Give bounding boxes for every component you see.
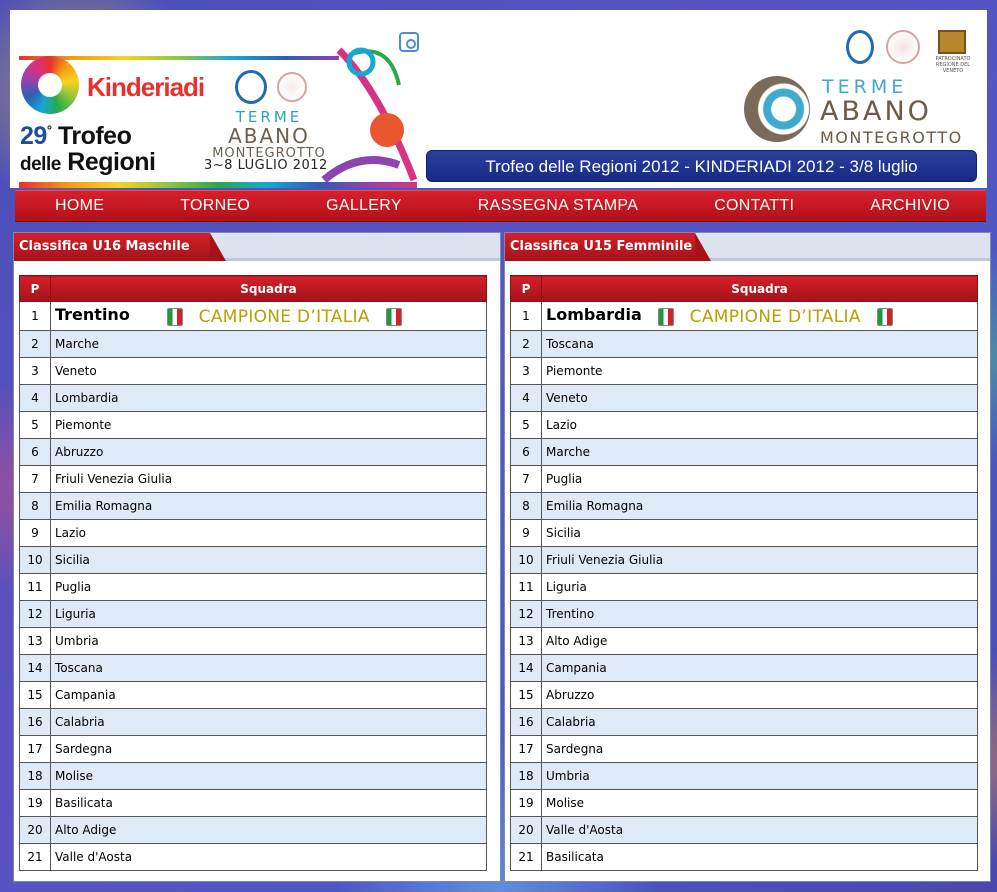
page	[10, 10, 987, 882]
table-row	[20, 412, 487, 439]
table-row	[20, 709, 487, 736]
table-row	[20, 736, 487, 763]
team-cell: Calabria	[51, 709, 487, 736]
table-row	[20, 466, 487, 493]
logo-terme-small: TERME ABANO MONTEGROTTO	[212, 108, 326, 161]
position-cell: 11	[511, 574, 542, 601]
team-cell: Marche	[542, 439, 978, 466]
team-cell: Molise	[542, 790, 978, 817]
position-cell: 7	[20, 466, 51, 493]
position-cell: 5	[511, 412, 542, 439]
table-row	[20, 601, 487, 628]
regione-caption: PATROCINATO REGIONE DEL VENETO	[935, 56, 971, 74]
spiral-icon	[744, 76, 810, 142]
team-cell: Veneto	[51, 358, 487, 385]
table-row	[20, 439, 487, 466]
column-header-team: Squadra	[51, 276, 487, 302]
logo-edition: 29° Trofeo	[20, 122, 132, 150]
table-header-row	[511, 276, 978, 302]
table-row	[20, 574, 487, 601]
table-row	[511, 763, 978, 790]
federation-logo-icon	[846, 30, 874, 64]
federation-badge-icon	[235, 70, 267, 104]
table-row	[511, 547, 978, 574]
champion-label: CAMPIONE D’ITALIA	[689, 306, 861, 327]
position-cell: 10	[511, 547, 542, 574]
team-cell: Sardegna	[51, 736, 487, 763]
champion-team: Trentino	[55, 305, 130, 325]
position-cell: 13	[20, 628, 51, 655]
table-row	[511, 385, 978, 412]
position-cell: 1	[511, 302, 542, 331]
table-row	[20, 817, 487, 844]
position-cell: 13	[511, 628, 542, 655]
champion-row	[511, 302, 978, 331]
table-row	[20, 790, 487, 817]
team-cell: Campania	[542, 655, 978, 682]
table-row	[511, 682, 978, 709]
team-cell: Friuli Venezia Giulia	[542, 547, 978, 574]
table-row	[20, 520, 487, 547]
position-cell: 1	[20, 302, 51, 331]
team-cell: Umbria	[51, 628, 487, 655]
team-cell: Lazio	[51, 520, 487, 547]
nav-contatti[interactable]: CONTATTI	[714, 197, 795, 214]
table-row	[511, 439, 978, 466]
team-cell: Abruzzo	[51, 439, 487, 466]
table-row	[511, 844, 978, 871]
table-row	[20, 628, 487, 655]
site-header	[10, 10, 987, 188]
position-cell: 16	[511, 709, 542, 736]
table-row	[20, 331, 487, 358]
team-cell: Calabria	[542, 709, 978, 736]
position-cell: 20	[20, 817, 51, 844]
team-cell: Valle d'Aosta	[542, 817, 978, 844]
position-cell: 6	[20, 439, 51, 466]
position-cell: 3	[511, 358, 542, 385]
position-cell: 12	[511, 601, 542, 628]
nav-archivio[interactable]: ARCHIVIO	[870, 197, 950, 214]
champion-cell	[51, 302, 487, 331]
table-row	[20, 844, 487, 871]
montegrotto-word: MONTEGROTTO	[820, 128, 963, 147]
nav-rassegna-stampa[interactable]: RASSEGNA STAMPA	[477, 197, 639, 214]
position-cell: 9	[20, 520, 51, 547]
table-row	[511, 574, 978, 601]
standings-panel-u15-female	[504, 232, 991, 882]
logo-brand: Kinderiadi	[87, 72, 205, 102]
expand-icon[interactable]	[399, 32, 419, 52]
team-cell: Toscana	[51, 655, 487, 682]
table-row	[20, 763, 487, 790]
table-row	[20, 547, 487, 574]
panel-tabbar	[505, 233, 990, 261]
volley-badge-icon	[277, 72, 307, 102]
volley-logo-icon	[886, 30, 920, 64]
position-cell: 17	[511, 736, 542, 763]
italian-flag-icon	[386, 308, 402, 326]
team-cell: Emilia Romagna	[542, 493, 978, 520]
tab-u15-femminile[interactable]: Classifica U15 Femminile	[505, 233, 695, 261]
table-row	[20, 493, 487, 520]
team-cell: Alto Adige	[51, 817, 487, 844]
table-row	[511, 736, 978, 763]
column-header-position: P	[20, 276, 51, 302]
position-cell: 5	[20, 412, 51, 439]
table-row	[511, 466, 978, 493]
position-cell: 12	[20, 601, 51, 628]
team-cell: Sardegna	[542, 736, 978, 763]
team-cell: Basilicata	[542, 844, 978, 871]
table-row	[511, 817, 978, 844]
position-cell: 10	[20, 547, 51, 574]
team-cell: Liguria	[542, 574, 978, 601]
standings-panel-u16-male	[13, 232, 501, 882]
terme-word: TERME	[822, 76, 908, 98]
table-header-row	[20, 276, 487, 302]
nav-home[interactable]: HOME	[55, 197, 105, 214]
table-row	[20, 655, 487, 682]
position-cell: 15	[20, 682, 51, 709]
table-row	[511, 628, 978, 655]
team-cell: Molise	[51, 763, 487, 790]
flower-icon	[21, 56, 79, 114]
table-row	[511, 709, 978, 736]
standings-table-u16	[19, 275, 487, 871]
table-row	[511, 412, 978, 439]
position-cell: 4	[511, 385, 542, 412]
kinderiadi-logo[interactable]	[19, 22, 419, 182]
italian-flag-icon	[167, 308, 183, 326]
team-cell: Friuli Venezia Giulia	[51, 466, 487, 493]
team-cell: Sicilia	[51, 547, 487, 574]
player-swoosh-icon	[319, 30, 429, 190]
team-cell: Lazio	[542, 412, 978, 439]
position-cell: 21	[511, 844, 542, 871]
column-header-position: P	[511, 276, 542, 302]
table-row	[20, 385, 487, 412]
position-cell: 15	[511, 682, 542, 709]
position-cell: 18	[20, 763, 51, 790]
team-cell: Trentino	[542, 601, 978, 628]
position-cell: 2	[511, 331, 542, 358]
nav-gallery[interactable]: GALLERY	[326, 197, 402, 214]
team-cell: Piemonte	[542, 358, 978, 385]
panel-tabbar	[14, 233, 500, 261]
rainbow-stripe-top	[19, 56, 339, 60]
champion-cell	[542, 302, 978, 331]
position-cell: 6	[511, 439, 542, 466]
position-cell: 8	[511, 493, 542, 520]
team-cell: Emilia Romagna	[51, 493, 487, 520]
position-cell: 2	[20, 331, 51, 358]
team-cell: Campania	[51, 682, 487, 709]
position-cell: 3	[20, 358, 51, 385]
position-cell: 14	[511, 655, 542, 682]
position-cell: 18	[511, 763, 542, 790]
position-cell: 21	[20, 844, 51, 871]
column-header-team: Squadra	[542, 276, 978, 302]
team-cell: Toscana	[542, 331, 978, 358]
table-row	[511, 493, 978, 520]
position-cell: 9	[511, 520, 542, 547]
table-row	[20, 682, 487, 709]
table-row	[511, 358, 978, 385]
position-cell: 16	[20, 709, 51, 736]
position-cell: 17	[20, 736, 51, 763]
team-cell: Puglia	[542, 466, 978, 493]
logo-regioni: delle Regioni	[20, 148, 156, 176]
team-cell: Abruzzo	[542, 682, 978, 709]
team-cell: Valle d'Aosta	[51, 844, 487, 871]
position-cell: 7	[511, 466, 542, 493]
position-cell: 14	[20, 655, 51, 682]
table-row	[511, 331, 978, 358]
position-cell: 20	[511, 817, 542, 844]
tab-u16-maschile[interactable]: Classifica U16 Maschile	[14, 233, 210, 261]
sponsor-logos	[846, 30, 976, 72]
champion-team: Lombardia	[546, 305, 642, 325]
team-cell: Alto Adige	[542, 628, 978, 655]
position-cell: 4	[20, 385, 51, 412]
italian-flag-icon	[658, 308, 674, 326]
event-banner: Trofeo delle Regioni 2012 - KINDERIADI 2012 - 3/8 luglio	[426, 150, 977, 182]
table-row	[511, 601, 978, 628]
terme-abano-logo	[744, 76, 984, 146]
italian-flag-icon	[877, 308, 893, 326]
table-row	[20, 358, 487, 385]
nav-torneo[interactable]: TORNEO	[180, 197, 251, 214]
main-nav	[15, 190, 986, 222]
champion-row	[20, 302, 487, 331]
logo-dates: 3~8 LUGLIO 2012	[204, 158, 328, 173]
position-cell: 11	[20, 574, 51, 601]
team-cell: Piemonte	[51, 412, 487, 439]
team-cell: Liguria	[51, 601, 487, 628]
team-cell: Veneto	[542, 385, 978, 412]
position-cell: 19	[20, 790, 51, 817]
table-row	[511, 655, 978, 682]
team-cell: Puglia	[51, 574, 487, 601]
rainbow-stripe-bottom	[19, 182, 417, 188]
position-cell: 8	[20, 493, 51, 520]
champion-label: CAMPIONE D’ITALIA	[198, 306, 370, 327]
team-cell: Basilicata	[51, 790, 487, 817]
regione-veneto-crest-icon	[938, 30, 966, 54]
table-row	[511, 790, 978, 817]
team-cell: Lombardia	[51, 385, 487, 412]
team-cell: Umbria	[542, 763, 978, 790]
standings-table-u15	[510, 275, 978, 871]
abano-word: ABANO	[820, 96, 932, 127]
team-cell: Marche	[51, 331, 487, 358]
table-row	[511, 520, 978, 547]
position-cell: 19	[511, 790, 542, 817]
team-cell: Sicilia	[542, 520, 978, 547]
